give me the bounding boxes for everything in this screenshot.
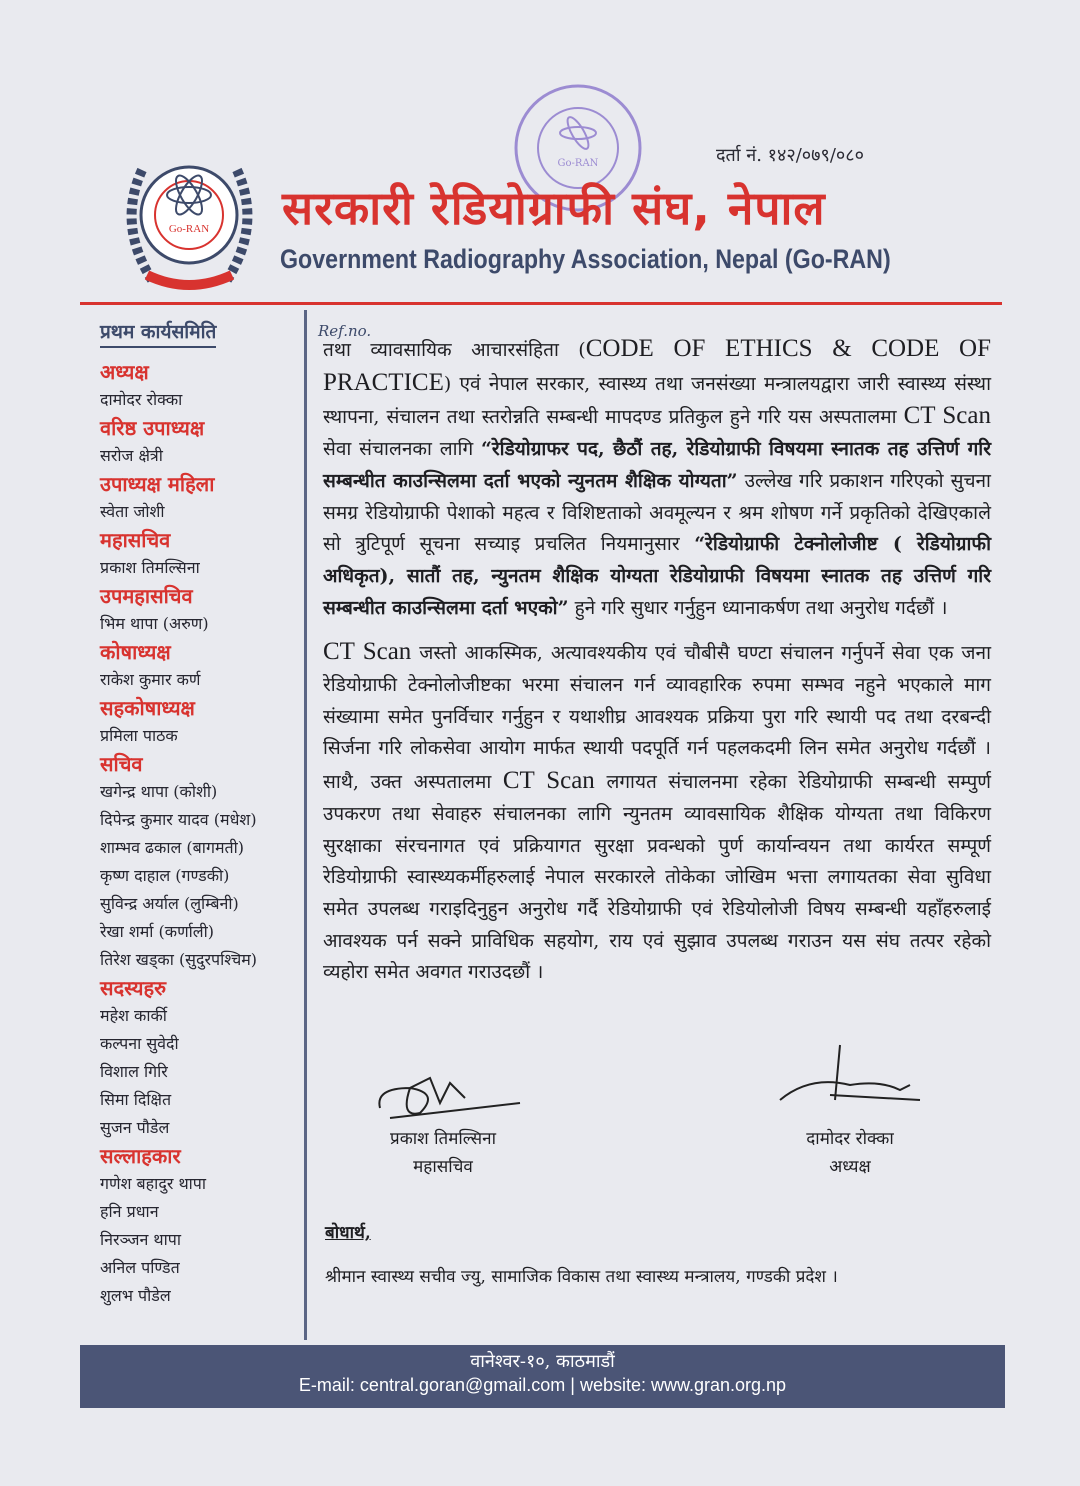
organization-title-english: Government Radiography Association, Nepal (Go-RAN) (280, 244, 891, 274)
committee-role: सल्लाहकार (100, 1144, 181, 1168)
text: उल्लेख गरि प्रकाशन गरिएको सुचना समग्र रेडियोग्राफी पेशाको महत्व र विशिष्टताको अवमूल्यन र श्रम शोषण गर्ने प्रकृतिको देखिएकाले सो त्रुटिपूर्ण सूचना सच्याइ प्रचलित नियमानुसार (323, 469, 991, 556)
committee-role: अध्यक्ष (100, 360, 149, 384)
svg-text:Go-RAN: Go-RAN (168, 223, 210, 235)
signatory-name: दामोदर रोक्का (806, 1129, 894, 1149)
signature-president (770, 1040, 930, 1115)
committee-member: सिमा दिक्षित (100, 1090, 172, 1109)
paragraph-1 (323, 333, 991, 624)
committee-member: शाम्भव ढकाल (बागमती) (100, 838, 245, 857)
committee-heading: प्रथम कार्यसमिति (100, 318, 216, 348)
committee-member: निरञ्जन थापा (100, 1230, 182, 1249)
text-en: CODE OF ETHICS & CODE OF PRACTICE (323, 335, 991, 396)
text: जस्तो आकस्मिक, अत्यावश्यकीय एवं चौबीसै घण्टा संचालन गर्नुपर्ने सेवा एक जना रेडियोग्राफी टेक्नोलोजीष्टका भरमा संचालन गर्न व्यावहारिक रुपमा सम्भव नहुने भएकाले माग संख्यामा समेत पुनर्विचार गर्नुहुन र यथाशीघ्र आवश्यक प्रक्रिया पुरा गरि स्थायी पद तथा दरबन्दी सिर्जना गरि लोकसेवा आयोग मार्फत स्थायी पदपूर्ति गर्न पहलकदमी लिन समेत अनुरोध गर्दछौं । साथै, उक्त अस्पतालमा (323, 642, 991, 794)
committee-role: सचिव (100, 752, 143, 776)
text: तथा व्यावसायिक आचारसंहिता ( (323, 339, 586, 361)
text: सेवा संचालनका लागि (323, 438, 481, 461)
quoted-correction: “रेडियोग्राफी टेक्नोलोजीष्ट ( रेडियोग्राफी अधिकृत), सातौं तह, न्युनतम शैक्षिक योग्यता रेडियोग्राफी विषयमा स्नातक तह उत्तिर्ण गरि सम्बन्धीत काउन्सिलमा दर्ता भएको” (323, 533, 991, 619)
committee-member: कृष्ण दाहाल (गण्डकी) (100, 866, 230, 885)
committee-member: हनि प्रधान (100, 1202, 159, 1221)
committee-member: सरोज क्षेत्री (100, 446, 163, 465)
committee-role: महासचिव (100, 528, 171, 552)
text-en: CT Scan (323, 638, 412, 666)
committee-role: सदस्यहरु (100, 976, 167, 1000)
committee-role: कोषाध्यक्ष (100, 640, 171, 664)
committee-member: दामोदर रोक्का (100, 390, 183, 409)
committee-member: खगेन्द्र थापा (कोशी) (100, 782, 218, 801)
signatory-name: प्रकाश तिमल्सिना (390, 1129, 496, 1149)
text-en: CT Scan (502, 767, 595, 795)
committee-member: प्रमिला पाठक (100, 726, 178, 745)
committee-member: महेश कार्की (100, 1006, 167, 1025)
committee-member: शुलभ पौडेल (100, 1286, 171, 1305)
footer-address: वानेश्वर-१०, काठमाडौं (470, 1351, 615, 1372)
signatory-title: महासचिव (413, 1157, 473, 1177)
letter-body (323, 333, 991, 1001)
text: लगायत संचालनमा रहेका रेडियोग्राफी सम्बन्धी सम्पुर्ण उपकरण तथा सेवाहरु संचालनका लागि न्युनतम व्यावसायिक शैक्षिक योग्यता तथा विकिरण सुरक्षाका संरचनागत एवं प्रक्रियागत सुरक्षा प्रवन्धको पुर्ण कार्यान्वयन तथा कार्यरत सम्पूर्ण रेडियोग्राफी स्वास्थ्यकर्मीहरुलाई नेपाल सरकारले तोकेका जोखिम भत्ता लगायतका सेवा सुविधा समेत उपलब्ध गराइदिनुहुन अनुरोध गर्दै रेडियोग्राफी एवं रेडियोलोजी विषय सम्बन्धी यहाँहरुलाई आवश्यक पर्न सक्ने प्राविधिक सहयोग, राय एवं सुझाव उपलब्ध गराउन यस संघ तत्पर रहेको व्यहोरा समेत अवगत गराउदछौं । (323, 771, 992, 984)
text: ) एवं नेपाल सरकार, स्वास्थ्य तथा जनसंख्या मन्त्रालयद्वारा जारी स्वास्थ्य संस्था स्थापना, संचालन तथा स्तरोन्नति सम्बन्धी मापदण्ड प्रतिकुल हुने गरि यस अस्पतालमा (323, 372, 991, 429)
signatory-title: अध्यक्ष (829, 1157, 871, 1177)
footer-contact: E-mail: central.goran@gmail.com | website: www.gran.org.np (298, 1375, 787, 1395)
cc-recipient: श्रीमान स्वास्थ्य सचीव ज्यु, सामाजिक विकास तथा स्वास्थ्य मन्त्रालय, गण्डकी प्रदेश । (325, 1267, 838, 1287)
paragraph-2 (323, 636, 991, 989)
committee-member: दिपेन्द्र कुमार यादव (मधेश) (100, 810, 257, 829)
committee-member: विशाल गिरि (100, 1062, 168, 1081)
cc-label: बोधार्थ, (325, 1223, 371, 1243)
text: हुने गरि सुधार गर्नुहुन ध्यानाकर्षण तथा अनुरोध गर्दछौं । (568, 596, 948, 619)
committee-member: कल्पना सुवेदी (100, 1034, 179, 1053)
committee-member: प्रकाश तिमल्सिना (100, 558, 200, 577)
committee-member: गणेश बहादुर थापा (100, 1174, 207, 1193)
committee-member: राकेश कुमार कर्ण (100, 670, 201, 689)
association-logo (112, 150, 267, 300)
committee-sidebar (100, 318, 305, 1310)
committee-role: उपमहासचिव (100, 584, 193, 608)
committee-role: वरिष्ठ उपाध्यक्ष (100, 416, 205, 440)
committee-member: भिम थापा (अरुण) (100, 614, 209, 633)
quoted-post: “रेडियोग्राफर पद, छैठौं तह, रेडियोग्राफी विषयमा स्नातक तह उत्तिर्ण गरि सम्बन्धीत काउन्सिलमा दर्ता भएको न्युनतम शैक्षिक योग्यता” (323, 438, 991, 492)
signature-general-secretary (370, 1068, 530, 1128)
signatory-president (740, 1125, 960, 1181)
registration-number: दर्ता नं. १४२/०७९/०८० (716, 145, 865, 166)
footer-band (80, 1345, 1005, 1408)
committee-member: रेखा शर्मा (कर्णाली) (100, 922, 215, 941)
ref-no-label: Ref.no. (318, 322, 372, 340)
organization-title-nepali: सरकारी रेडियोग्राफी संघ, नेपाल (282, 181, 826, 235)
committee-member: स्वेता जोशी (100, 502, 165, 521)
committee-member: सुविन्द्र अर्याल (लुम्बिनी) (100, 894, 239, 913)
header-divider (80, 302, 1002, 305)
committee-member: अनिल पण्डित (100, 1258, 180, 1277)
committee-role: सहकोषाध्यक्ष (100, 696, 195, 720)
committee-member: सुजन पौडेल (100, 1118, 170, 1137)
svg-text:Go-RAN: Go-RAN (557, 158, 599, 169)
committee-member: तिरेश खड्का (सुदुरपश्चिम) (100, 950, 258, 969)
committee-role: उपाध्यक्ष महिला (100, 472, 215, 496)
signatory-general-secretary (333, 1125, 553, 1181)
text-en: CT Scan (903, 402, 991, 430)
